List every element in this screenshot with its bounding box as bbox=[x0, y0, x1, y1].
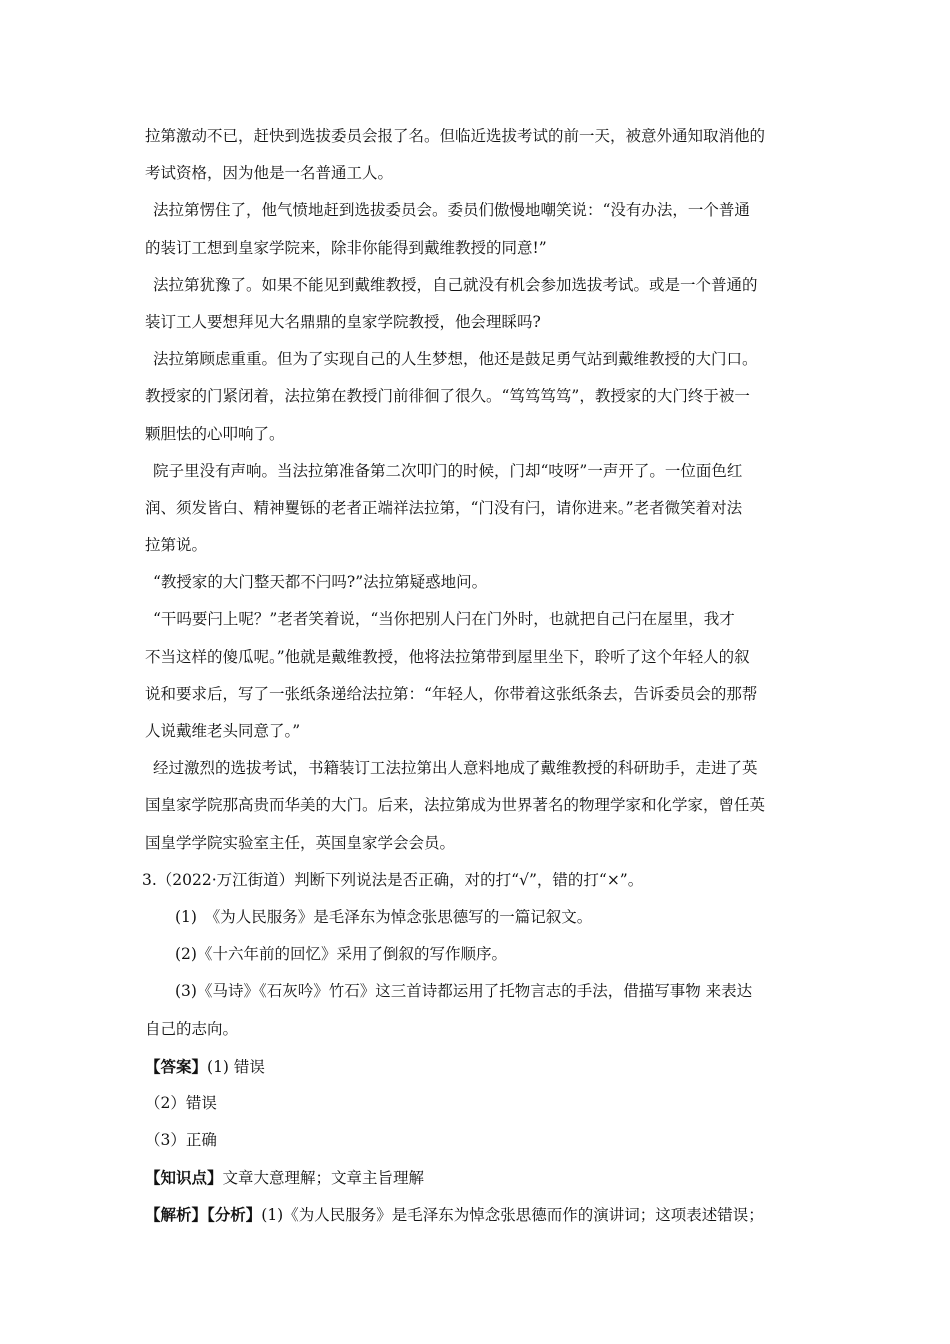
text-line: 法拉第顾虑重重。但为了实现自己的人生梦想，他还是鼓足勇气站到戴维教授的大门口。 bbox=[153, 350, 758, 369]
knowledge-line bbox=[145, 1159, 815, 1196]
story-paragraph-5 bbox=[145, 453, 815, 565]
question-stem: 3.（2022·万江街道）判断下列说法是否正确，对的打“√”，错的打“×”。 bbox=[142, 870, 644, 889]
text-line: 考试资格，因为他是一名普通工人。 bbox=[145, 164, 394, 183]
knowledge-text: 文章大意理解；文章主旨理解 bbox=[222, 1169, 425, 1188]
text-line: “干吗要闩上呢？”老者笑着说，“当你把别人闩在门外时，也就把自己闩在屋里，我才 bbox=[153, 610, 735, 629]
analysis-section bbox=[145, 1196, 815, 1233]
story-paragraph-8 bbox=[145, 750, 815, 862]
answer-3: （3）正确 bbox=[145, 1131, 217, 1150]
question-3 bbox=[142, 862, 815, 1048]
text-line: “教授家的大门整天都不闩吗?”法拉第疑惑地问。 bbox=[153, 573, 488, 592]
text-line: 说和要求后，写了一张纸条递给法拉第：“年轻人，你带着这张纸条去，告诉委员会的那帮 bbox=[145, 684, 758, 703]
text-line: 不当这样的傻瓜呢。”他就是戴维教授，他将法拉第带到屋里坐下，聆听了这个年轻人的叙 bbox=[145, 647, 750, 666]
text-line: 法拉第犹豫了。如果不能见到戴维教授，自己就没有机会参加选拔考试。或是一个普通的 bbox=[153, 275, 758, 294]
text-line: 人说戴维老头同意了。” bbox=[145, 722, 301, 740]
text-line: 装订工人要想拜见大名鼎鼎的皇家学院教授，他会理睬吗? bbox=[145, 312, 541, 331]
question-item-3-continued: 自己的志向。 bbox=[145, 1019, 239, 1038]
story-paragraph-1 bbox=[145, 118, 815, 192]
story-paragraph-3 bbox=[145, 267, 815, 341]
answer-2: （2）错误 bbox=[145, 1093, 217, 1112]
text-line: 经过激烈的选拔考试，书籍装订工法拉第出人意料地成了戴维教授的科研助手，走进了英 bbox=[153, 759, 758, 778]
story-paragraph-7 bbox=[145, 601, 815, 750]
text-line: 的装订工想到皇家学院来，除非你能得到戴维教授的同意!” bbox=[145, 238, 547, 257]
text-line: 润、须发皆白、精神矍铄的老者正端祥法拉第，“门没有闩，请你进来。”老者微笑着对法 bbox=[145, 498, 743, 517]
question-item-3: (3)《马诗》《石灰吟》竹石》这三首诗都运用了托物言志的手法，借描写事物 来表达 bbox=[175, 982, 753, 1001]
story-paragraph-4 bbox=[145, 341, 815, 453]
text-line: 教授家的门紧闭着，法拉第在教授门前徘徊了很久。“笃笃笃笃”，教授家的大门终于被一 bbox=[145, 387, 750, 406]
text-line: 拉第激动不已，赶快到选拔委员会报了名。但临近选拔考试的前一天，被意外通知取消他的 bbox=[145, 127, 766, 145]
knowledge-label: 【知识点】 bbox=[145, 1168, 223, 1188]
answer-label: 【答案】 bbox=[145, 1056, 208, 1076]
text-line: 拉第说。 bbox=[145, 536, 208, 555]
document-body bbox=[142, 118, 815, 1234]
analysis-line bbox=[145, 1196, 815, 1233]
answer-line-1 bbox=[145, 1048, 815, 1085]
answer-section bbox=[145, 1048, 815, 1160]
analysis-label: 【解析】【分析】 bbox=[145, 1205, 262, 1225]
text-line: 国皇学学院实验室主任，英国皇家学会会员。 bbox=[145, 833, 456, 852]
story-paragraph-6 bbox=[145, 564, 815, 601]
story-paragraph-2 bbox=[145, 192, 815, 266]
knowledge-section bbox=[145, 1159, 815, 1196]
question-item-1: (1) 《为人民服务》是毛泽东为悼念张思德写的一篇记叙文。 bbox=[175, 907, 593, 926]
text-line: 院子里没有声响。当法拉第准备第二次叩门的时候，门却“吱呀”一声开了。一位面色红 bbox=[153, 461, 743, 480]
text-line: 国皇家学院那高贵而华美的大门。后来，法拉第成为世界著名的物理学家和化学家，曾任英 bbox=[145, 796, 766, 815]
text-line: 颗胆怯的心叩响了。 bbox=[145, 424, 285, 443]
question-item-2: (2)《十六年前的回忆》采用了倒叙的写作顺序。 bbox=[175, 945, 507, 964]
text-line: 法拉第愣住了，他气愤地赶到选拔委员会。委员们傲慢地嘲笑说：“没有办法，一个普通 bbox=[153, 201, 750, 220]
answer-1: (1) 错误 bbox=[207, 1057, 265, 1076]
analysis-text: (1)《为人民服务》是毛泽东为悼念张思德而作的演讲词；这项表述错误； bbox=[261, 1206, 764, 1225]
